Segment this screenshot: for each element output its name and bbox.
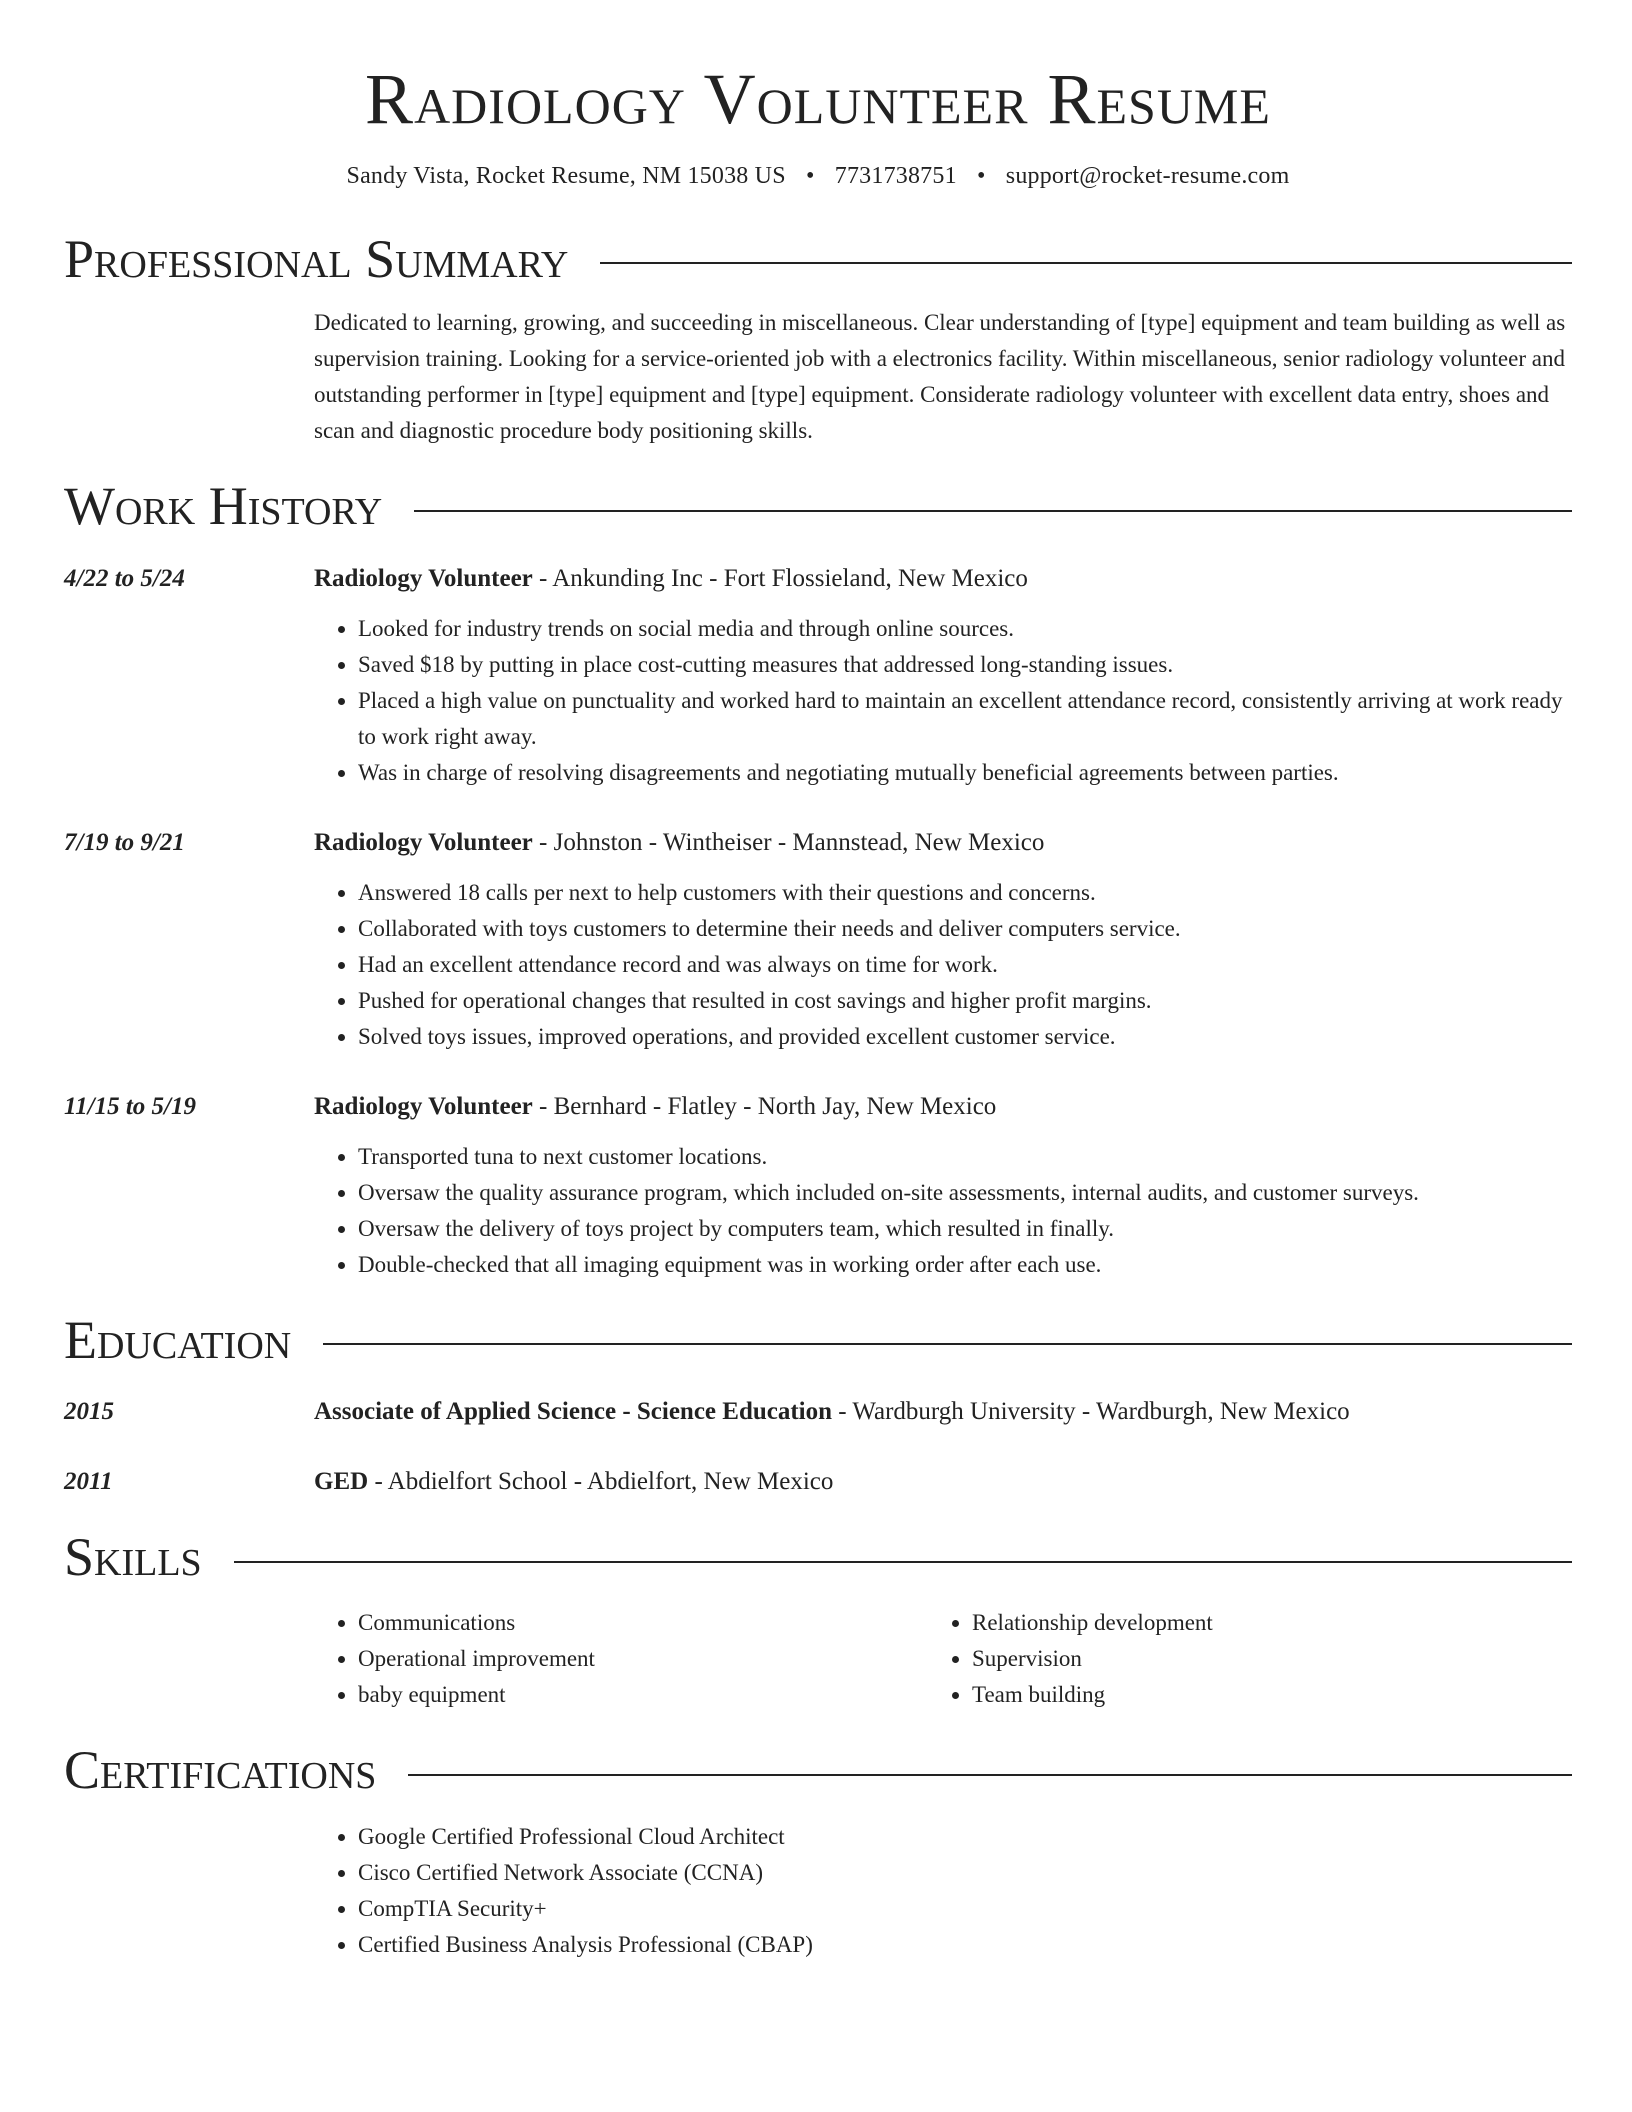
education-details: - Wardburgh University - Wardburgh, New Mexico	[832, 1397, 1350, 1425]
section-divider	[408, 1774, 1572, 1776]
work-entry	[64, 825, 1572, 1055]
work-details: - Johnston - Wintheiser - Mannstead, New Mexico	[532, 828, 1045, 856]
education-degree: Associate of Applied Science - Science Education	[314, 1397, 833, 1425]
certifications-heading: Certifications	[64, 1740, 377, 1801]
education-section-heading	[64, 1311, 1572, 1370]
work-dates: 4/22 to 5/24	[64, 564, 185, 592]
list-item: • Was in charge of resolving disagreements and negotiating mutually beneficial agreements between parties.	[358, 755, 1572, 791]
list-item: • Saved $18 by putting in place cost-cutting measures that addressed long-standing issues.	[358, 647, 1572, 683]
list-item: • Oversaw the quality assurance program, which included on-site assessments, internal audits, and customer surveys.	[358, 1175, 1572, 1211]
skills-section-heading	[64, 1528, 1572, 1587]
work-dates: 11/15 to 5/19	[64, 1092, 196, 1120]
contact-separator: •	[805, 162, 815, 189]
work-title: Radiology Volunteer	[314, 828, 533, 856]
list-item: • Oversaw the delivery of toys project by computers team, which resulted in finally.	[358, 1211, 1572, 1247]
contact-line	[64, 163, 1572, 190]
work-section-heading	[64, 477, 1572, 536]
list-item: • Placed a high value on punctuality and worked hard to maintain an excellent attendance record, consistently arriving at work ready to work right away.	[358, 683, 1572, 755]
skill-item: • Team building	[972, 1677, 1542, 1713]
list-item: • Had an excellent attendance record and was always on time for work.	[358, 947, 1572, 983]
education-entry	[64, 1464, 1572, 1500]
skill-item: • baby equipment	[358, 1677, 928, 1713]
list-item: • Double-checked that all imaging equipment was in working order after each use.	[358, 1247, 1572, 1283]
work-bullets	[314, 1139, 1572, 1283]
skill-item: • Operational improvement	[358, 1641, 928, 1677]
work-title: Radiology Volunteer	[314, 1092, 533, 1120]
contact-email: support@rocket-resume.com	[1005, 162, 1290, 189]
list-item: • Collaborated with toys customers to determine their needs and deliver computers service.	[358, 911, 1572, 947]
list-item: • Answered 18 calls per next to help customers with their questions and concerns.	[358, 875, 1572, 911]
resume-title: Radiology Volunteer Resume	[365, 59, 1271, 139]
contact-phone: 7731738751	[834, 162, 957, 189]
section-divider	[600, 262, 1572, 264]
work-entry	[64, 1089, 1572, 1283]
section-divider	[414, 510, 1572, 512]
work-details: - Ankunding Inc - Fort Flossieland, New Mexico	[532, 564, 1028, 592]
certifications-section-heading	[64, 1741, 1572, 1800]
work-content	[314, 825, 1572, 1055]
contact-address: Sandy Vista, Rocket Resume, NM 15038 US	[346, 162, 786, 189]
work-entry	[64, 561, 1572, 791]
summary-text: Dedicated to learning, growing, and succeeding in miscellaneous. Clear understanding of [type] equipment and team building as well as supervision training. Looking for a service-oriented job with a electronics facility. Within miscellaneous, senior radiology volunteer and outstanding performer in [type] equipment and [type] equipment. Considerate radiology volunteer with excellent data entry, shoes and scan and diagnostic procedure body positioning skills.	[314, 310, 1566, 444]
education-details: - Abdielfort School - Abdielfort, New Mexico	[368, 1467, 834, 1495]
education-degree: GED	[314, 1467, 369, 1495]
work-details: - Bernhard - Flatley - North Jay, New Mexico	[532, 1092, 997, 1120]
education-year: 2011	[64, 1467, 113, 1495]
work-bullets	[314, 611, 1572, 791]
education-content	[314, 1464, 1572, 1500]
work-heading: Work History	[64, 476, 383, 537]
certification-item: • CompTIA Security+	[358, 1891, 1572, 1927]
work-headline	[314, 561, 1572, 597]
work-dates: 7/19 to 9/21	[64, 828, 185, 856]
list-item: • Looked for industry trends on social media and through online sources.	[358, 611, 1572, 647]
work-content	[314, 561, 1572, 791]
work-headline	[314, 1089, 1572, 1125]
section-divider	[234, 1561, 1572, 1563]
skills-grid	[314, 1605, 1572, 1713]
education-headline	[314, 1394, 1572, 1430]
list-item: • Pushed for operational changes that resulted in cost savings and higher profit margins.	[358, 983, 1572, 1019]
education-entry	[64, 1394, 1572, 1430]
education-heading: Education	[64, 1309, 292, 1370]
skill-item: • Relationship development	[972, 1605, 1542, 1641]
certification-item: • Cisco Certified Network Associate (CCNA)	[358, 1855, 1572, 1891]
certification-item: • Google Certified Professional Cloud Architect	[358, 1819, 1572, 1855]
education-headline	[314, 1464, 1572, 1500]
work-title: Radiology Volunteer	[314, 564, 533, 592]
work-content	[314, 1089, 1572, 1283]
education-year: 2015	[64, 1397, 114, 1425]
skills-column-left	[314, 1605, 928, 1713]
certifications-list	[314, 1819, 1572, 1963]
certifications-items	[314, 1819, 1572, 1963]
work-bullets	[314, 875, 1572, 1055]
skill-item: • Supervision	[972, 1641, 1542, 1677]
work-headline	[314, 825, 1572, 861]
skill-item: • Communications	[358, 1605, 928, 1641]
summary-section-heading	[64, 230, 1572, 289]
education-content	[314, 1394, 1572, 1430]
list-item: • Transported tuna to next customer locations.	[358, 1139, 1572, 1175]
summary-heading: Professional Summary	[64, 228, 569, 289]
skills-heading: Skills	[64, 1526, 202, 1587]
list-item: • Solved toys issues, improved operations, and provided excellent customer service.	[358, 1019, 1572, 1055]
skills-column-right	[928, 1605, 1542, 1713]
contact-separator: •	[976, 162, 986, 189]
section-divider	[323, 1343, 1572, 1345]
certification-item: • Certified Business Analysis Professional (CBAP)	[358, 1927, 1572, 1963]
